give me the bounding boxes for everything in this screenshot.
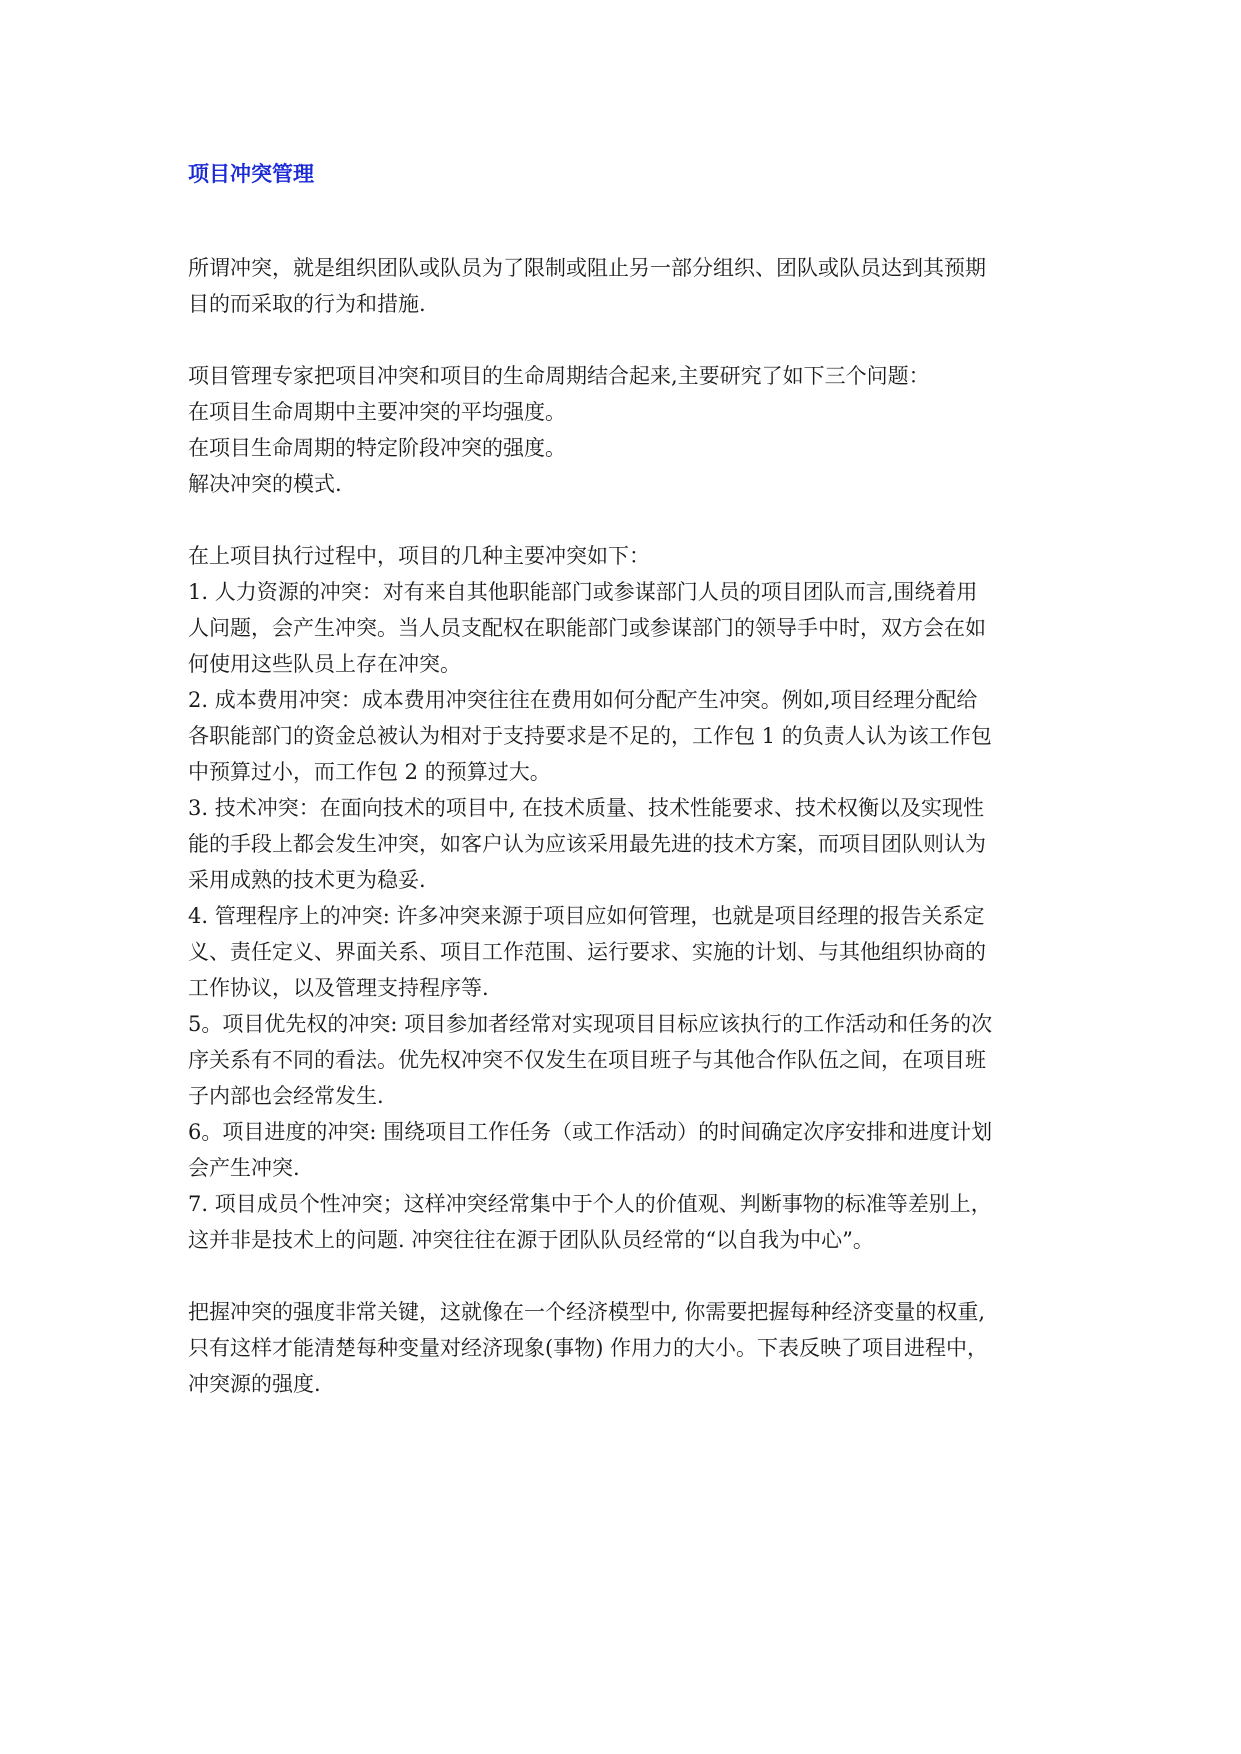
text-line: 解决冲突的模式. (188, 472, 342, 496)
text-line: 这并非是技术上的问题. 冲突往往在源于团队队员经常的“以自我为中心”。 (188, 1228, 874, 1252)
text-line: 把握冲突的强度非常关键，这就像在一个经济模型中, 你需要把握每种经济变量的权重, (188, 1300, 986, 1324)
text-line: 在项目生命周期中主要冲突的平均强度。 (188, 400, 566, 424)
text-line: 各职能部门的资金总被认为相对于支持要求是不足的，工作包 1 的负责人认为该工作包 (188, 724, 992, 748)
text-line: 义、责任定义、界面关系、项目工作范围、运行要求、实施的计划、与其他组织协商的 (188, 940, 986, 964)
document-title: 项目冲突管理 (188, 162, 314, 186)
text-line: 冲突源的强度. (188, 1372, 321, 1396)
text-line: 在项目生命周期的特定阶段冲突的强度。 (188, 436, 566, 460)
text-line: 序关系有不同的看法。优先权冲突不仅发生在项目班子与其他合作队伍之间，在项目班 (188, 1048, 986, 1072)
text-line: 人问题，会产生冲突。当人员支配权在职能部门或参谋部门的领导手中时，双方会在如 (188, 616, 986, 640)
text-line: 项目管理专家把项目冲突和项目的生命周期结合起来,主要研究了如下三个问题： (188, 364, 930, 388)
text-line: 在上项目执行过程中，项目的几种主要冲突如下： (188, 544, 650, 568)
text-line: 7. 项目成员个性冲突；这样冲突经常集中于个人的价值观、判断事物的标准等差别上， (188, 1192, 992, 1216)
text-line: 4. 管理程序上的冲突: 许多冲突来源于项目应如何管理，也就是项目经理的报告关系定 (188, 904, 985, 928)
closing-paragraph (188, 1294, 1068, 1402)
text-line: 1. 人力资源的冲突：对有来自其他职能部门或参谋部门人员的项目团队而言,围绕着用 (188, 580, 978, 604)
text-line: 只有这样才能清楚每种变量对经济现象(事物) 作用力的大小。下表反映了项目进程中， (188, 1336, 989, 1360)
text-line: 采用成熟的技术更为稳妥. (188, 868, 426, 892)
text-line: 6。项目进度的冲突: 围绕项目工作任务（或工作活动）的时间确定次序安排和进度计划 (188, 1120, 993, 1144)
text-line: 会产生冲突. (188, 1156, 300, 1180)
document-body (188, 158, 1068, 1402)
text-line: 工作协议，以及管理支持程序等. (188, 976, 489, 1000)
text-line: 能的手段上都会发生冲突，如客户认为应该采用最先进的技术方案，而项目团队则认为 (188, 832, 986, 856)
text-line: 所谓冲突，就是组织团队或队员为了限制或阻止另一部分组织、团队或队员达到其预期 (188, 256, 986, 280)
text-line: 2. 成本费用冲突：成本费用冲突往往在费用如何分配产生冲突。例如,项目经理分配给 (188, 688, 978, 712)
text-line: 何使用这些队员上存在冲突。 (188, 652, 461, 676)
text-line: 子内部也会经常发生. (188, 1084, 384, 1108)
intro-paragraph (188, 250, 1068, 322)
text-line: 目的而采取的行为和措施. (188, 292, 426, 316)
conflicts-paragraph (188, 538, 1068, 1258)
research-paragraph (188, 358, 1068, 502)
text-line: 中预算过小，而工作包 2 的预算过大。 (188, 760, 551, 784)
text-line: 5。项目优先权的冲突: 项目参加者经常对实现项目目标应该执行的工作活动和任务的次 (188, 1012, 993, 1036)
text-line: 3. 技术冲突：在面向技术的项目中, 在技术质量、技术性能要求、技术权衡以及实现性 (188, 796, 985, 820)
